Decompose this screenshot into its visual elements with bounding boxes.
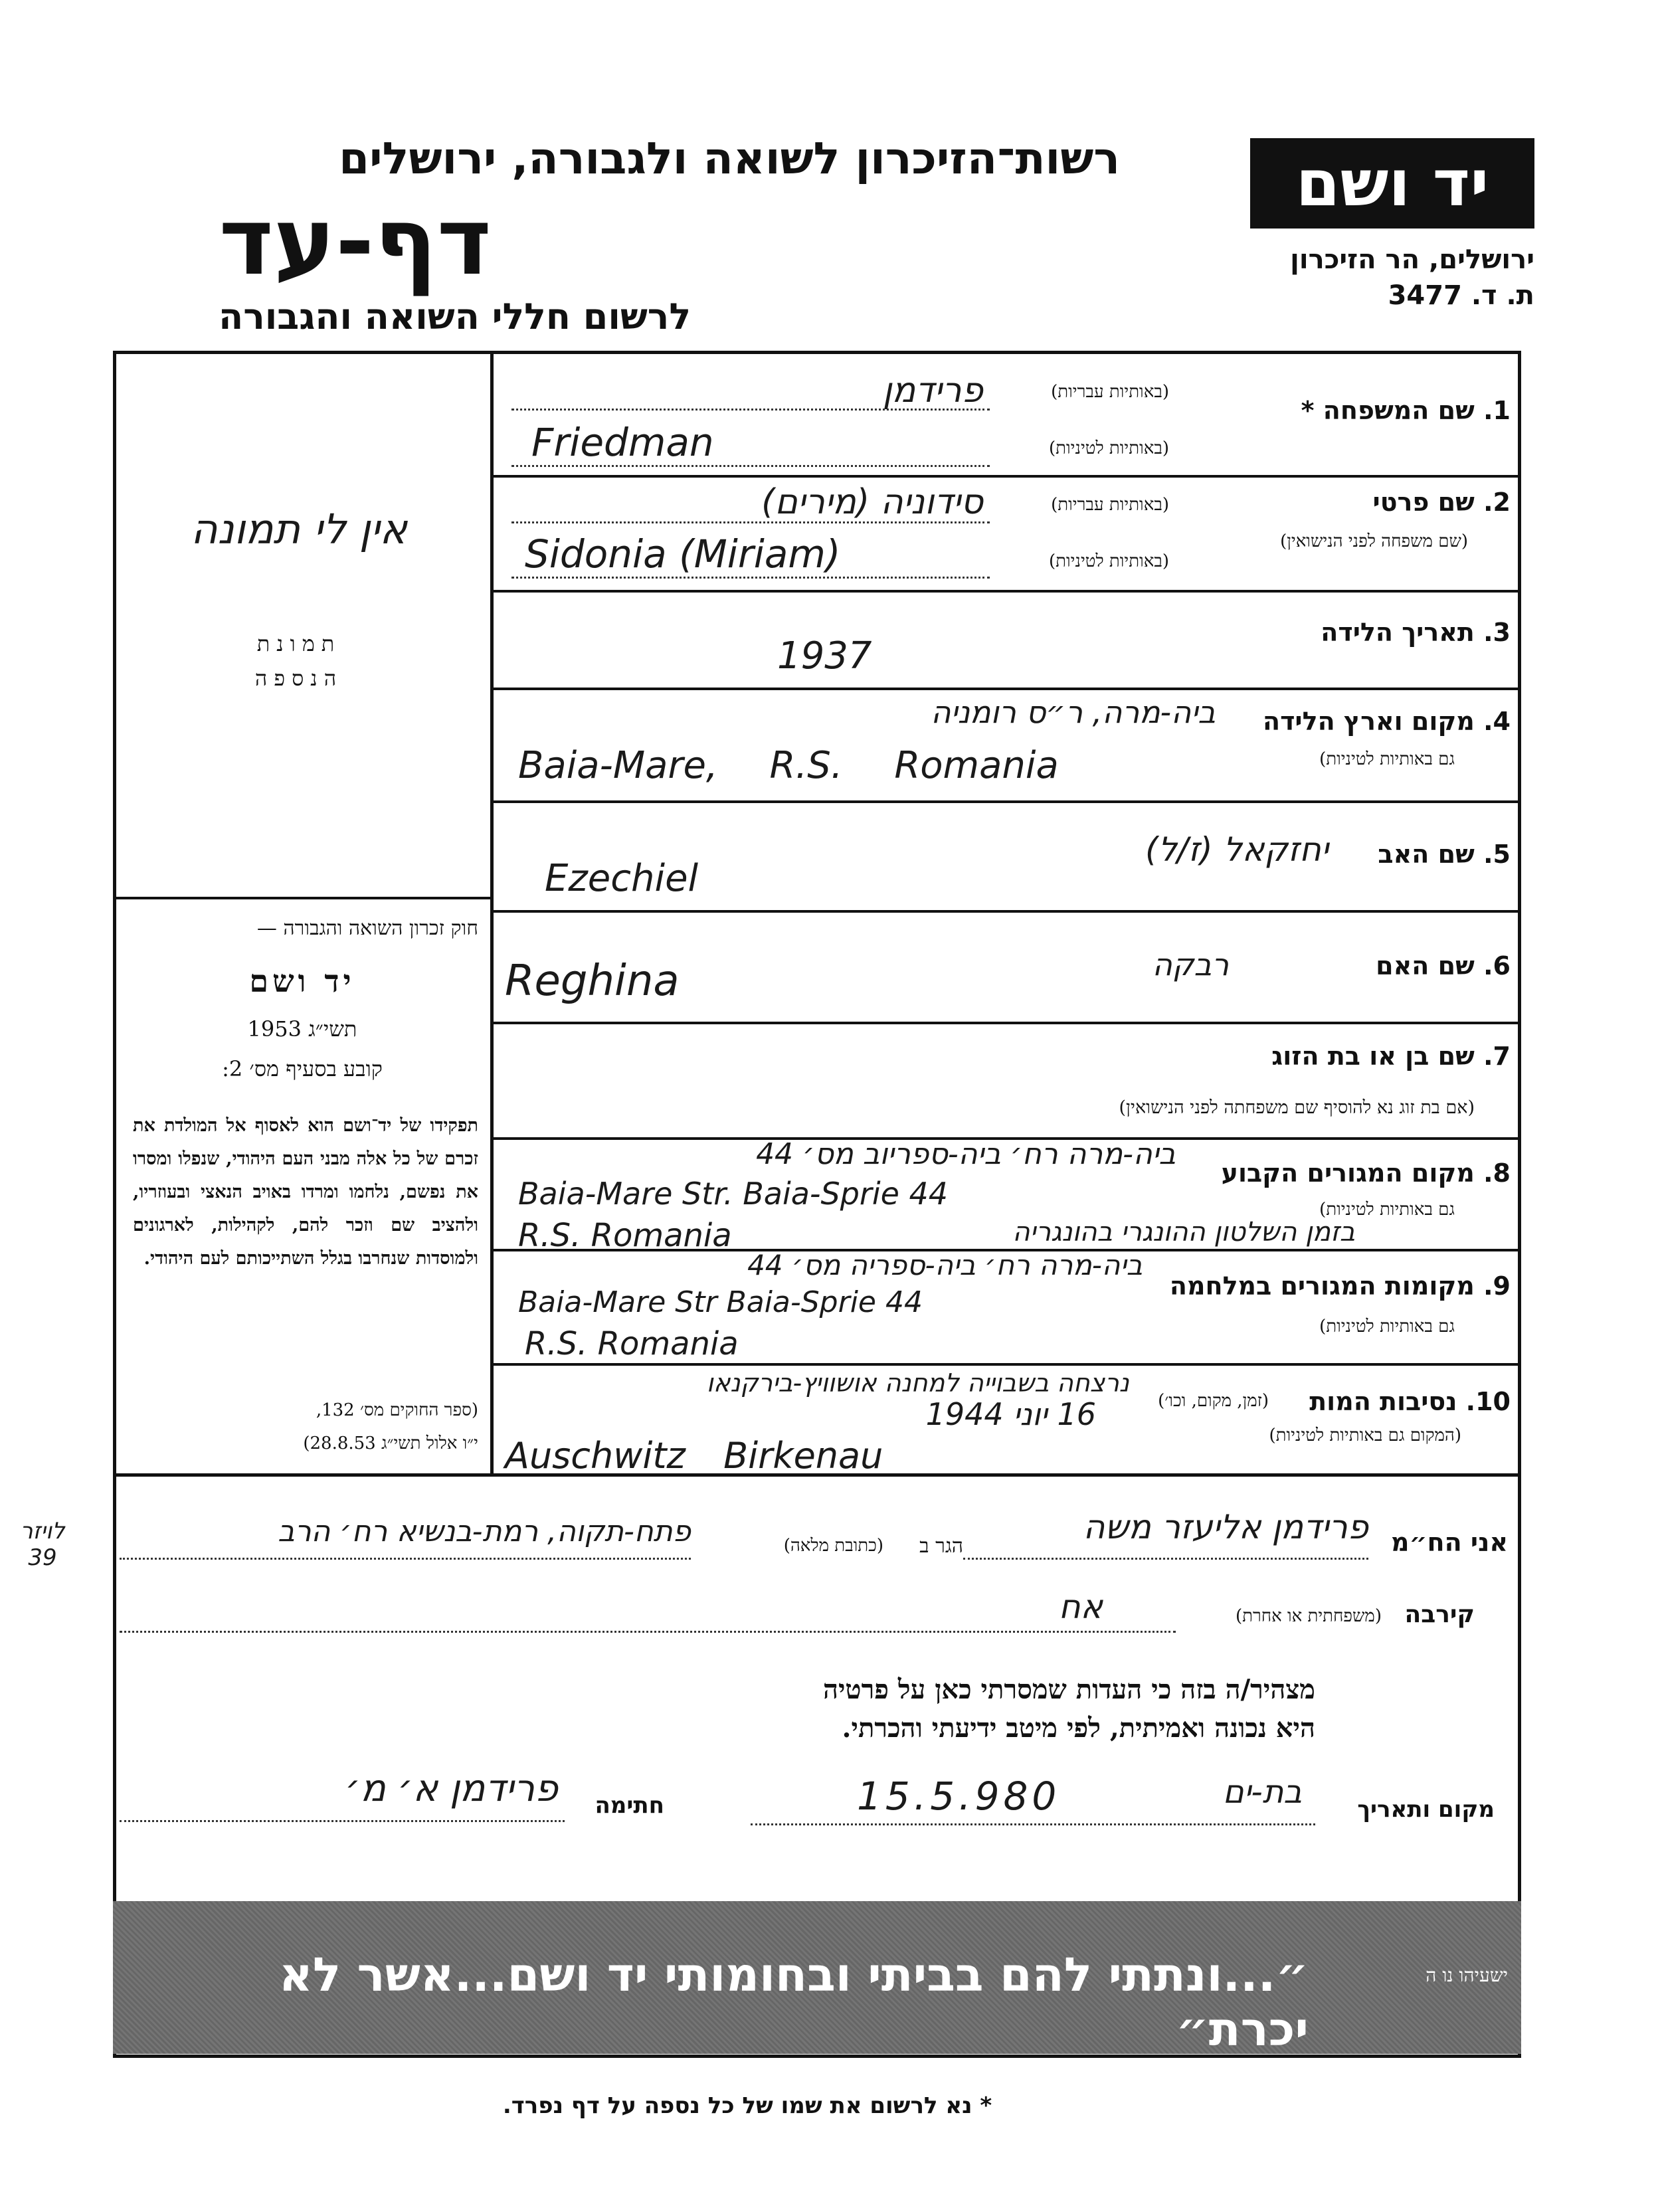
relation-value[interactable]: אח bbox=[1058, 1588, 1103, 1626]
field-2-latin-line bbox=[511, 577, 990, 579]
field-8-latin-value-2[interactable]: R.S. Romania bbox=[518, 1217, 732, 1254]
field-10-latin-value[interactable]: Auschwitz Birkenau bbox=[505, 1435, 883, 1477]
field-5-number: 5. bbox=[1483, 840, 1511, 869]
law-body: תפקידו של יד־ושם הוא לאסוף אל המולדת את זכרם של כל אלה מבני העם היהודי, שנפלו ומסרו את נפשם, נלחמו ומרדו באויב הנאצי ובעוזריו, ולהציב שם וזכר להם, לקהילות, לארגונים ולמוסדות שנחרבו בגלל השתייכותם לעם היהודי. bbox=[133, 1115, 478, 1269]
row-sep bbox=[490, 1363, 1521, 1366]
declarant-line bbox=[963, 1558, 1368, 1560]
address-value[interactable]: פתח-תקוה, רמת-בנשיא רח׳ הרב bbox=[278, 1515, 691, 1548]
field-1-latin-line bbox=[511, 465, 990, 467]
address-line-2: ת. ד. 3477 bbox=[1388, 280, 1534, 311]
quote-banner bbox=[113, 1901, 1521, 2057]
field-3-text: תאריך הלידה bbox=[1321, 618, 1475, 647]
relation-label: קירבה bbox=[1404, 1601, 1475, 1628]
address-line bbox=[120, 1558, 691, 1560]
field-3-label bbox=[1178, 618, 1511, 647]
field-2-text: שם פרטי bbox=[1372, 488, 1475, 517]
logo-text: יד ושם bbox=[1295, 146, 1489, 221]
place-date-line bbox=[751, 1823, 1315, 1825]
field-1-text: שם המשפחה * bbox=[1301, 396, 1475, 425]
photo-label-2: הנספה bbox=[254, 666, 343, 691]
declarant-value[interactable]: פרידמן אליעזר משה bbox=[1083, 1508, 1368, 1546]
law-source: (ספר החוקים מס׳ 132, bbox=[316, 1400, 478, 1420]
place-date-label: מקום ותאריך bbox=[1357, 1796, 1495, 1823]
field-9-label bbox=[1139, 1271, 1511, 1301]
field-2-number: 2. bbox=[1483, 488, 1511, 517]
law-name: יד ושם bbox=[249, 963, 355, 999]
field-6-latin-value[interactable]: Reghina bbox=[505, 957, 680, 1006]
also-latin-label: גם באותיות לטיניות) bbox=[1319, 749, 1455, 769]
signature-label: חתימה bbox=[595, 1792, 664, 1819]
hebrew-letters-label: (באותיות עבריות) bbox=[1051, 382, 1169, 402]
row-sep bbox=[490, 590, 1521, 593]
field-2-label bbox=[1232, 488, 1511, 517]
field-10-hebrew-value[interactable]: נרצחה בשבוייה למחנה אושוויץ-בירקנאו bbox=[706, 1368, 1129, 1398]
also-latin-label: גם באותיות לטיניות) bbox=[1319, 1200, 1455, 1220]
photo-handwritten-note: אין לי תמונה bbox=[191, 505, 407, 553]
field-4-text: מקום וארץ הלידה bbox=[1262, 707, 1475, 736]
field-3-number: 3. bbox=[1483, 618, 1511, 647]
field-9-text: מקומות המגורים במלחמה bbox=[1169, 1271, 1475, 1301]
field-6-text: שם האם bbox=[1376, 951, 1475, 980]
maiden-name-note: (שם משפחה לפני הנישואין) bbox=[1280, 531, 1468, 551]
field-9-latin-value[interactable]: Baia-Mare Str Baia-Sprie 44 bbox=[518, 1285, 923, 1319]
field-8-text: מקום המגורים הקבוע bbox=[1221, 1158, 1475, 1188]
field-4-hebrew-value[interactable]: ביה-מרה, ר״ס רומניה bbox=[931, 694, 1216, 730]
relation-line bbox=[120, 1631, 1176, 1633]
field-1-latin-value[interactable]: Friedman bbox=[531, 420, 714, 465]
field-8-number: 8. bbox=[1483, 1158, 1511, 1188]
field-7-label bbox=[1112, 1042, 1511, 1071]
field-9-hebrew-value[interactable]: ביה-מרה רח׳ ביה-ספריה מס׳ 44 bbox=[747, 1249, 1143, 1281]
field-4-latin-value[interactable]: Baia-Mare, R.S. Romania bbox=[518, 744, 1059, 787]
form-title: דף-עד bbox=[219, 188, 492, 296]
field-1-number: 1. bbox=[1483, 396, 1511, 425]
field-6-number: 6. bbox=[1483, 951, 1511, 980]
spouse-note: (אם בת זוג נא להוסיף שם משפחתה לפני הנישואין) bbox=[1119, 1097, 1475, 1118]
field-5-hebrew-value[interactable]: יחזקאל (ז/ל) bbox=[1145, 830, 1329, 869]
field-4-label bbox=[1178, 707, 1511, 736]
field-10-date-value[interactable]: 16 יוני 1944 bbox=[925, 1396, 1096, 1432]
signature-line bbox=[120, 1820, 565, 1822]
latin-letters-label: (באותיות לטיניות) bbox=[1049, 438, 1169, 458]
place-latin-note: (המקום גם באותיות לטיניות) bbox=[1269, 1426, 1461, 1445]
field-8-latin-value[interactable]: Baia-Mare Str. Baia-Sprie 44 bbox=[518, 1176, 949, 1212]
declarant-label: אני הח״מ bbox=[1391, 1528, 1508, 1557]
field-7-number: 7. bbox=[1483, 1042, 1511, 1071]
field-5-text: שם האב bbox=[1378, 840, 1475, 869]
also-latin-label: גם באותיות לטיניות) bbox=[1319, 1317, 1455, 1336]
row-sep bbox=[490, 1022, 1521, 1024]
field-4-number: 4. bbox=[1483, 707, 1511, 736]
latin-letters-label: (באותיות לטיניות) bbox=[1049, 551, 1169, 571]
left-column-divider bbox=[113, 897, 492, 899]
statement-line-1: מצהיר/ה בזה כי העדות שמסרתי כאן על פרטיה bbox=[822, 1674, 1315, 1705]
form-subtitle: לרשום חללי השואה והגבורה bbox=[219, 296, 691, 337]
banner-reference: ישעיהו נו ה bbox=[1426, 1964, 1508, 1986]
field-7-text: שם בן או בת הזוג bbox=[1271, 1042, 1475, 1071]
law-year: תשי״ג 1953 bbox=[247, 1016, 357, 1042]
address-line-1: ירושלים, הר הזיכרון bbox=[1290, 244, 1534, 275]
law-title: חוק זכרון השואה והגבורה — bbox=[256, 917, 478, 940]
field-10-number: 10. bbox=[1465, 1387, 1511, 1416]
signature-value[interactable]: פרידמן א׳ מ׳ bbox=[345, 1767, 558, 1810]
date-value[interactable]: 15.5.980 bbox=[857, 1774, 1061, 1819]
row-sep bbox=[490, 475, 1521, 478]
margin-note: לויזר 39 bbox=[20, 1518, 65, 1571]
field-2-latin-value[interactable]: Sidonia (Miriam) bbox=[525, 531, 841, 577]
institution-heading: רשות־הזיכרון לשואה ולגבורה, ירושלים bbox=[339, 133, 1120, 184]
footnote: * נא לרשום את שמו של כל נספה על דף נפרד. bbox=[502, 2092, 992, 2119]
field-9-latin-value-2[interactable]: R.S. Romania bbox=[525, 1325, 739, 1362]
relation-note: (משפחתית או אחרת) bbox=[1235, 1606, 1382, 1626]
law-clause: קובע בסעיף מס׳ 2: bbox=[222, 1056, 383, 1081]
column-divider bbox=[490, 351, 494, 1475]
statement-line-2: היא נכונה ואמיתית, לפי מיטב ידיעתי והכרתי. bbox=[842, 1712, 1315, 1744]
hebrew-letters-label: (באותיות עבריות) bbox=[1051, 495, 1169, 515]
field-2-hebrew-value[interactable]: סידוניה (מירים) bbox=[761, 482, 983, 522]
field-8-note[interactable]: בזמן השלטון ההונגרי בהונגריה bbox=[1012, 1217, 1355, 1247]
field-8-label bbox=[1178, 1158, 1511, 1188]
photo-label-1: תמונת bbox=[256, 631, 341, 656]
row-sep bbox=[490, 688, 1521, 690]
death-note: (זמן, מקום, וכו׳) bbox=[1158, 1391, 1269, 1411]
field-1-hebrew-value[interactable]: פרידמן bbox=[882, 371, 983, 411]
row-sep bbox=[490, 800, 1521, 803]
yad-vashem-logo bbox=[1250, 138, 1534, 229]
law-date: י״ו אלול תשי״ג 28.8.53) bbox=[303, 1433, 478, 1453]
row-sep bbox=[490, 910, 1521, 913]
place-value[interactable]: בת-ים bbox=[1222, 1774, 1302, 1811]
field-10-text: נסיבות המות bbox=[1309, 1387, 1457, 1416]
field-1-label bbox=[1232, 396, 1511, 425]
residing-label: הגר ב bbox=[919, 1534, 963, 1558]
field-5-latin-value[interactable]: Ezechiel bbox=[545, 857, 699, 900]
field-6-hebrew-value[interactable]: רבקה bbox=[1152, 947, 1229, 982]
field-3-value[interactable]: 1937 bbox=[777, 634, 872, 678]
field-9-number: 9. bbox=[1483, 1271, 1511, 1301]
address-label: (כתובת מלאה) bbox=[783, 1536, 883, 1556]
field-8-hebrew-value[interactable]: ביה-מרה רח׳ ביה-ספריוב מס׳ 44 bbox=[756, 1137, 1176, 1171]
banner-quote: ״...ונתתי להם בביתי ובחומותי יד ושם...אשר לא יכרת״ bbox=[278, 1948, 1309, 2057]
